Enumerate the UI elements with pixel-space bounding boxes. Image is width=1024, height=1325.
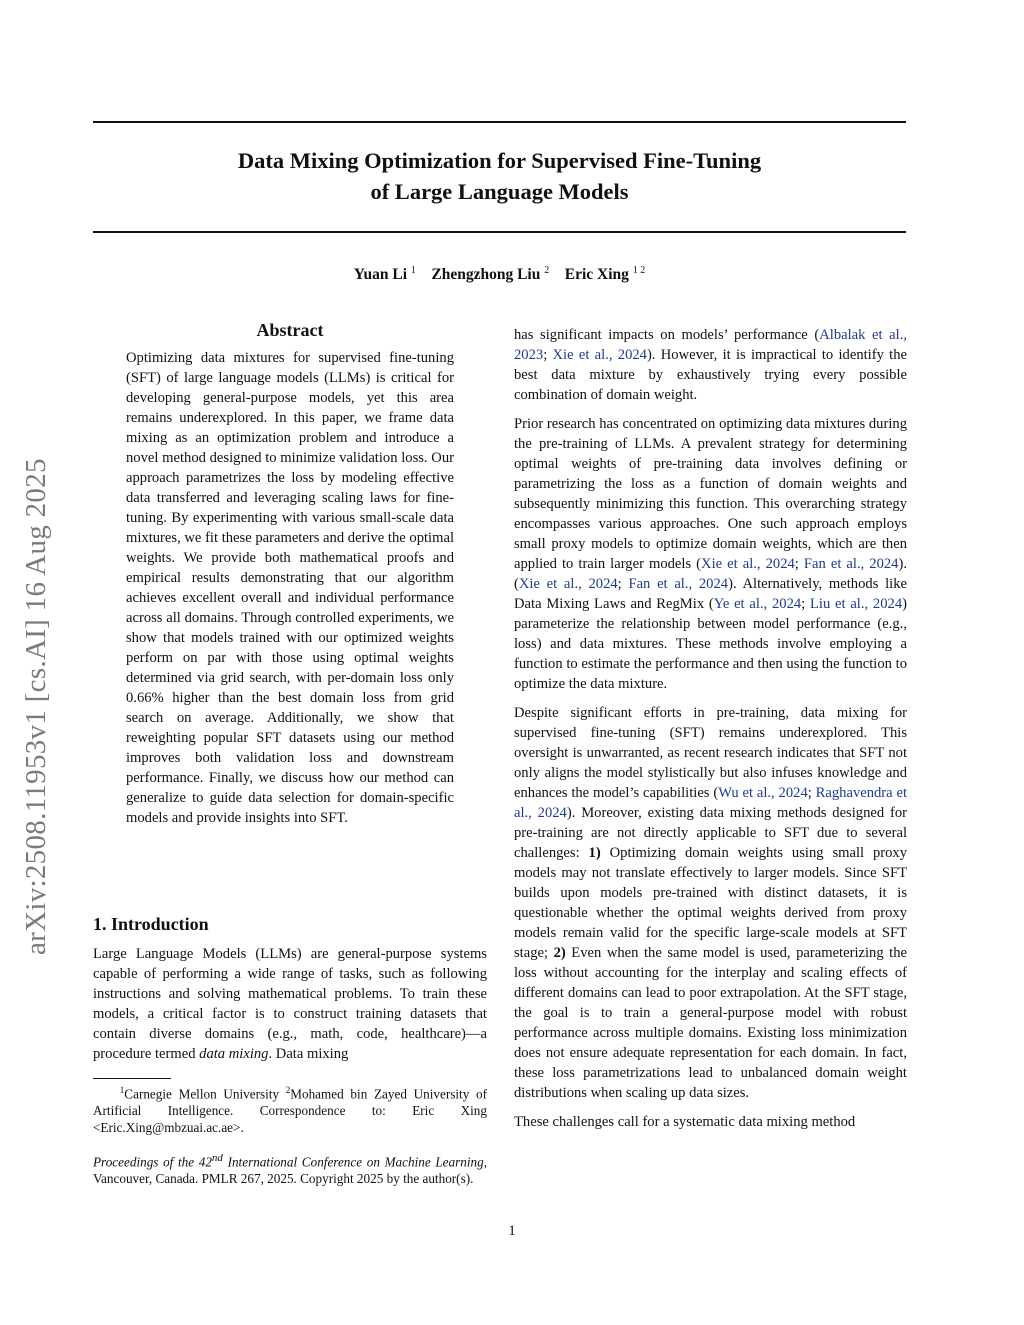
title-bottom-rule [93, 231, 906, 233]
enumeration-marker: 2) [553, 945, 566, 961]
citation-link[interactable]: Wu et al., 2024 [718, 785, 808, 801]
body-text: ; [801, 596, 810, 612]
proceedings-italic: International Conference on Machine Learning [222, 1154, 484, 1170]
body-text: ). ( [514, 556, 907, 592]
body-text: ; [794, 556, 804, 572]
paper-title-line-2: of Large Language Models [370, 179, 629, 204]
body-text: Despite significant efforts in pre-training, data mixing for supervised fine-tuning (SFT) remains underexplored. This oversight is unwarranted, as recent research indicates that SFT not only aligns the model stylistically but also infuses knowledge and enhances the model’s capabilities ( [514, 705, 907, 801]
introduction-heading: 1. Introduction [93, 914, 209, 934]
author-affiliation-mark: 1 [410, 265, 416, 276]
body-text: ) parameterize the relationship between model performance (e.g., loss) and data mixtures. These methods involve employing a function to estimate the performance and then using the function to optimize the data mixture. [514, 596, 907, 692]
body-text: Optimizing domain weights using small proxy models may not translate effectively to larger models. Since SFT builds upon models pre-trained with distinct datasets, it is questionable whether the optimal weights derived from proxy models remain valid for the specific large-scale models at SFT stage; [514, 845, 907, 961]
enumeration-marker: 1) [588, 845, 601, 861]
body-text: Even when the same model is used, parameterizing the loss without accounting for the interplay and scaling effects of different domains can lead to poor extrapolation. At the SFT stage, the goal is to train a general-purpose model with robust performance across multiple domains. Existing loss minimization does not ensure adequate representation for each domain. In fact, these loss parametrizations lead to unbalanced domain weight distributions when scaling up data sizes. [514, 945, 907, 1101]
abstract-heading: Abstract [256, 320, 324, 340]
footnote-divider [93, 1078, 171, 1079]
affiliation-footnote [93, 1082, 487, 1136]
abstract-section [93, 320, 487, 828]
abstract-text: Optimizing data mixtures for supervised fine-tuning (SFT) of large language models (LLMs) is critical for developing general-purpose models, yet this area remains underexplored. In this paper, we frame data mixing as an optimization problem and introduce a novel method designed to minimize validation loss. Our approach parametrizes the loss by modeling effective data transferred and leveraging scaling laws for fine-tuning. By experimenting with various small-scale data mixtures, we fit these parameters and derive the optimal weights. We provide both mathematical proofs and empirical results demonstrating that our algorithm achieves excellent overall and individual performance across all domains. Through controlled experiments, we show that models trained with our optimized weights perform on par with those using optimal weights determined via grid search, with per-domain loss only 0.66% higher than the best domain loss from grid search on average. Additionally, we show that reweighting popular SFT datasets using our method improves both validation loss and downstream performance. Finally, we discuss how our method can generalize to guide data selection for domain-specific models and provide insights into SFT. [126, 350, 454, 826]
arxiv-identifier-stamp: arXiv:2508.11953v1 [cs.AI] 16 Aug 2025 [20, 458, 52, 955]
citation-link[interactable]: Xie et al., 2024 [552, 347, 647, 363]
body-paragraph: These challenges call for a systematic data mixing method [514, 1114, 856, 1130]
footnote-text: Mohamed bin Zayed University of Artificial Intelligence. Correspondence to: Eric Xing <Eric.Xing@mbzuai.ac.ae>. [93, 1086, 487, 1136]
body-text: ; [543, 347, 553, 363]
author-list [93, 265, 906, 284]
body-paragraph [514, 414, 907, 694]
author-affiliation-mark: 2 [544, 265, 550, 276]
proceedings-footnote [93, 1150, 487, 1187]
proceedings-text: , Vancouver, Canada. PMLR 267, 2025. Copyright 2025 by the author(s). [93, 1154, 487, 1187]
body-paragraph [514, 703, 907, 1103]
body-text: ; [617, 576, 629, 592]
author-affiliation-mark: 1 2 [632, 265, 646, 276]
introduction-paragraph [93, 944, 487, 1064]
paper-title-line-1: Data Mixing Optimization for Supervised Fine-Tuning [237, 148, 762, 173]
footnote-mark: 1 [119, 1085, 125, 1095]
author-name: Eric Xing [564, 266, 629, 284]
body-text: has significant impacts on models’ performance ( [514, 327, 820, 343]
intro-text: . Data mixing [268, 1046, 349, 1062]
citation-link[interactable]: Liu et al., 2024 [810, 596, 903, 612]
title-top-rule [93, 121, 906, 123]
citation-link[interactable]: Fan et al., 2024 [628, 576, 729, 592]
citation-link[interactable]: Xie et al., 2024 [701, 556, 795, 572]
proceedings-number: 42 [198, 1154, 212, 1170]
citation-link[interactable]: Xie et al., 2024 [518, 576, 618, 592]
body-text: ). Moreover, existing data mixing methods designed for pre-training are not directly applicable to SFT due to several challenges: [514, 805, 907, 861]
proceedings-ordinal: nd [211, 1152, 223, 1164]
footnote-text: Carnegie Mellon University [124, 1086, 286, 1102]
body-text: Prior research has concentrated on optimizing data mixtures during the pre-training of LLMs. A prevalent strategy for determining optimal weights of pre-training data involves defining or parametrizing the loss as a function of domain weights and subsequently minimizing this function. This overarching strategy encompasses various approaches. One such approach employs small proxy models to optimize domain weights, which are then applied to train larger models ( [514, 416, 907, 572]
footnote-mark: 2 [285, 1085, 291, 1095]
citation-link[interactable]: Fan et al., 2024 [803, 556, 899, 572]
citation-link[interactable]: Albalak et al., 2023 [514, 327, 907, 363]
intro-emphasis: data mixing [199, 1046, 269, 1062]
citation-link[interactable]: Ye et al., 2024 [713, 596, 802, 612]
body-paragraph [514, 325, 907, 405]
citation-link[interactable]: Raghavendra et al., 2024 [514, 785, 908, 821]
body-text: ). However, it is impractical to identify the best data mixture by exhaustively trying every possible combination of domain weight. [514, 347, 907, 403]
proceedings-italic: Proceedings of the [93, 1154, 199, 1170]
intro-text: Large Language Models (LLMs) are general-purpose systems capable of performing a wide range of tasks, such as following instructions and solving mathematical problems. To train these models, a critical factor is to construct training datasets that contain diverse domains (e.g., math, code, healthcare)—a procedure termed [93, 946, 487, 1062]
body-text: ). Alternatively, methods like Data Mixing Laws and RegMix ( [514, 576, 907, 612]
author-name: Yuan Li [353, 266, 407, 284]
page-number: 1 [508, 1223, 516, 1239]
author-name: Zhengzhong Liu [431, 266, 541, 284]
right-column [514, 325, 907, 1141]
body-text: ; [807, 785, 816, 801]
